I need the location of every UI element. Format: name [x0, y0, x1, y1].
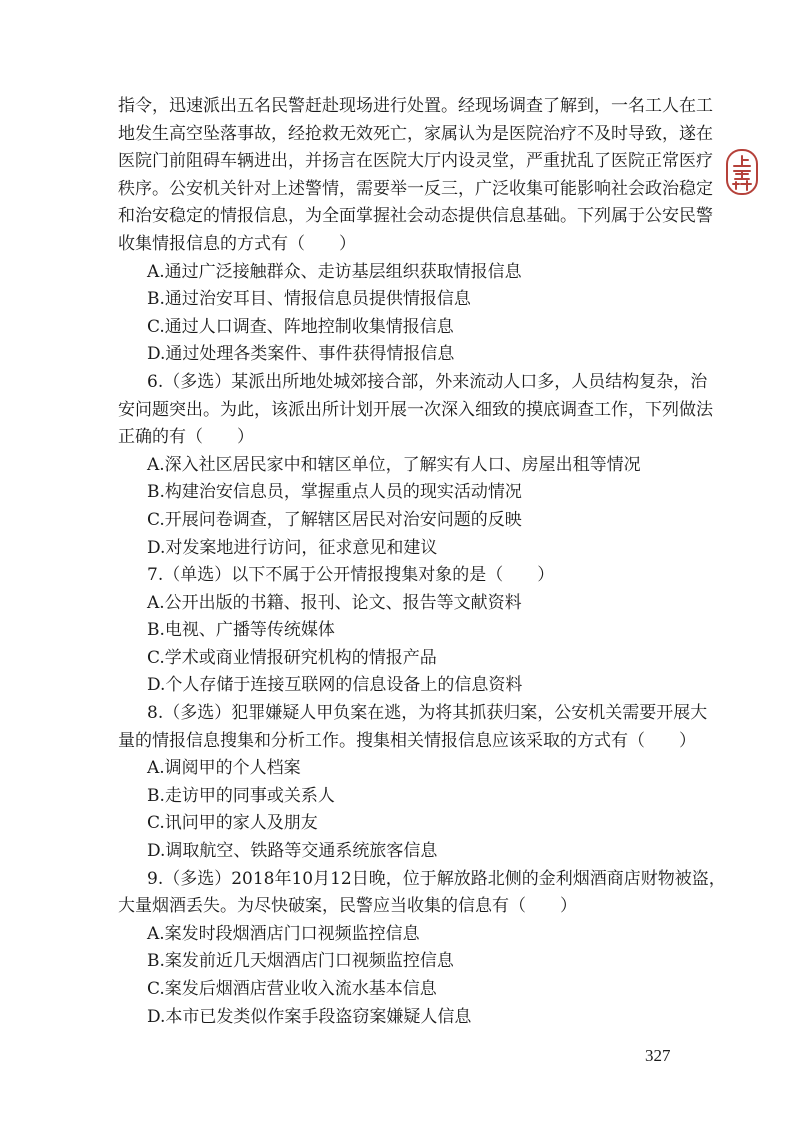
- option-d: D.通过处理各类案件、事件获得情报信息: [147, 344, 455, 365]
- option-c: C.开展问卷调查，了解辖区居民对治安问题的反映: [147, 509, 522, 530]
- option-b: B.构建治安信息员，掌握重点人员的现实活动情况: [147, 482, 522, 503]
- option-b: B.电视、广播等传统媒体: [147, 620, 335, 641]
- question-8: [118, 700, 708, 866]
- question-stem-line: 8.（多选）犯罪嫌疑人甲负案在逃，为将其抓获归案，公安机关需要开展大: [147, 703, 708, 724]
- question-stem-line: 9.（多选）2018年10月12日晚，位于解放路北侧的金利烟酒商店财物被盗，: [147, 868, 726, 889]
- option-b: B.案发前近几天烟酒店门口视频监控信息: [147, 951, 454, 972]
- option-d: D.本市已发类似作案手段盗窃案嫌疑人信息: [147, 1006, 472, 1027]
- option-a: A.调阅甲的个人档案: [147, 758, 301, 779]
- question-stem-line: 7.（单选）以下不属于公开情报搜集对象的是（ ）: [147, 565, 555, 586]
- text-line: 和治安稳定的情报信息，为全面掌握社会动态提供信息基础。下列属于公安民警: [118, 206, 713, 227]
- option-d: D.调取航空、铁路等交通系统旅客信息: [147, 841, 438, 862]
- question-9: [118, 866, 726, 1032]
- page-number: 327: [645, 1046, 671, 1065]
- option-c: C.讯问甲的家人及朋友: [147, 813, 318, 834]
- intro-block: [118, 93, 713, 369]
- option-d: D.对发案地进行访问，征求意见和建议: [147, 537, 438, 558]
- option-a: A.案发时段烟酒店门口视频监控信息: [147, 923, 420, 944]
- question-stem-line: 大量烟酒丢失。为尽快破案，民警应当收集的信息有（ ）: [118, 896, 577, 917]
- text-line: 地发生高空坠落事故，经抢救无效死亡，家属认为是医院治疗不及时导致，遂在: [118, 123, 713, 144]
- text-line: 医院门前阻碍车辆进出，并扬言在医院大厅内设灵堂，严重扰乱了医院正常医疗: [118, 151, 713, 172]
- option-b: B.走访甲的同事或关系人: [147, 785, 335, 806]
- option-c: C.案发后烟酒店营业收入流水基本信息: [147, 979, 437, 999]
- seal-logo-icon: [725, 148, 759, 196]
- question-stem-line: 6.（多选）某派出所地处城郊接合部，外来流动人口多，人员结构复杂，治: [147, 371, 708, 392]
- question-6: [118, 369, 713, 562]
- question-stem-line: 正确的有（ ）: [118, 427, 254, 448]
- option-a: A.公开出版的书籍、报刊、论文、报告等文献资料: [147, 592, 522, 613]
- text-line: 指令，迅速派出五名民警赶赴现场进行处置。经现场调查了解到，一名工人在工: [118, 96, 713, 116]
- text-line: 秩序。公安机关针对上述警情，需要举一反三，广泛收集可能影响社会政治稳定: [118, 178, 713, 199]
- text-line: 收集情报信息的方式有（ ）: [118, 233, 356, 254]
- option-d: D.个人存储于连接互联网的信息设备上的信息资料: [147, 675, 523, 696]
- page-content: [118, 93, 726, 1031]
- option-c: C.学术或商业情报研究机构的情报产品: [147, 647, 437, 668]
- question-stem-line: 安问题突出。为此，该派出所计划开展一次深入细致的摸底调查工作，下列做法: [118, 399, 713, 420]
- question-7: [118, 562, 693, 700]
- option-c: C.通过人口调查、阵地控制收集情报信息: [147, 316, 454, 337]
- option-a: A.通过广泛接触群众、走访基层组织获取情报信息: [147, 261, 522, 282]
- question-stem-line: 量的情报信息搜集和分析工作。搜集相关情报信息应该采取的方式有（ ）: [118, 730, 696, 751]
- option-a: A.深入社区居民家中和辖区单位，了解实有人口、房屋出租等情况: [147, 454, 641, 475]
- option-b: B.通过治安耳目、情报信息员提供情报信息: [147, 289, 471, 310]
